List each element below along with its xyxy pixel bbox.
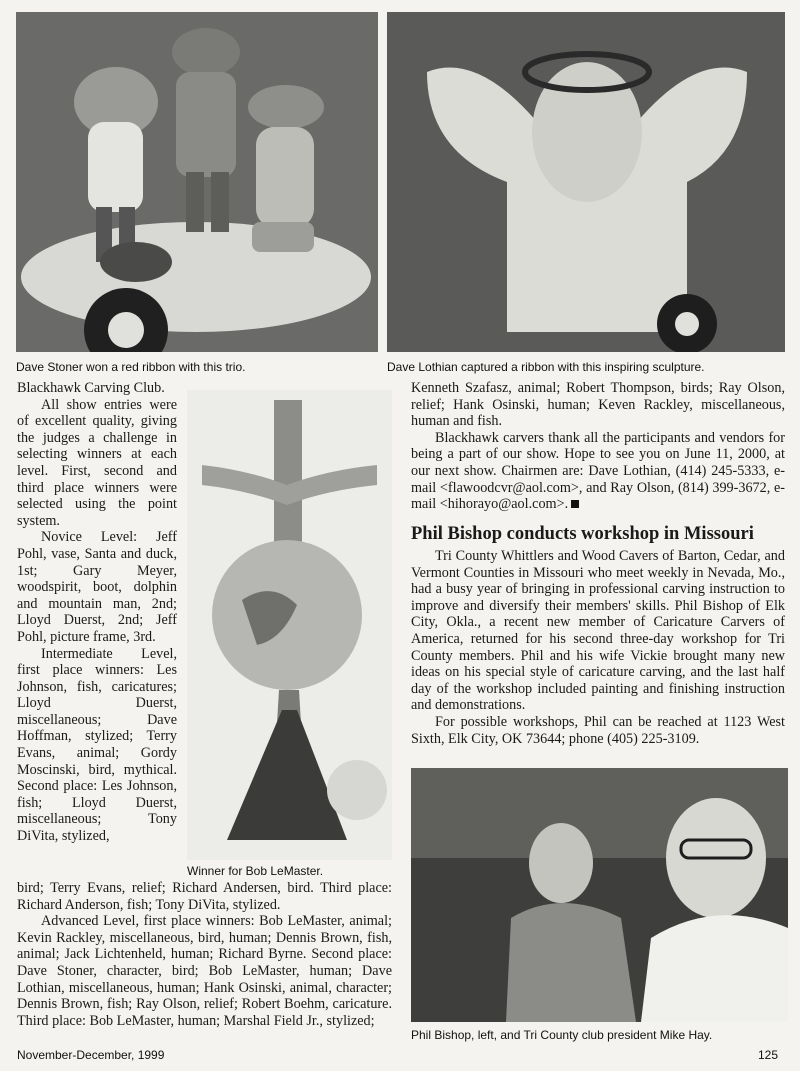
paragraph: Intermediate Level, first place winners: Les Johnson, fish, caricatures; Lloyd Duerst, miscellaneous; Dave Hoffman, stylized; Terry Evans, animal; Gordy Moscinski, bird, mythical. Second place: Les Johnson, fish; Lloyd Duerst, miscellaneous; Tony DiVita, stylized, xyxy=(17,645,177,845)
paragraph: For possible workshops, Phil can be reached at 1123 West Sixth, Elk City, OK 73644; phone (405) 225-3109. xyxy=(411,713,785,747)
photo-carved-trio xyxy=(16,12,378,352)
footer-page-number: 125 xyxy=(758,1048,779,1062)
paragraph: All show entries were of excellent quality, giving the judges a challenge in selecting winners at each level. First, second and third place winners were selected using the point system. xyxy=(17,396,177,529)
paragraph: Blackhawk Carving Club. xyxy=(17,380,165,396)
paragraph: Kenneth Szafasz, animal; Robert Thompson, birds; Ray Olson, relief; Hank Osinski, human; Keven Rackley, miscellaneous, human and fish. xyxy=(411,380,785,430)
article-column-right xyxy=(411,380,785,513)
paragraph-text: Blackhawk carvers thank all the participants and vendors for being a part of our show. Hope to see you on June 11, 2000, at our next show. Chairmen are: Dave Lothian, (414) 245-5333, e-mail <flawoodcvr@aol.com>, and Ray Olson, (814) 399-3672, e-mail <hihorayo@aol.com>. xyxy=(411,429,785,513)
photo-winner-caption: Winner for Bob LeMaster. xyxy=(187,864,324,878)
article-column-bottom xyxy=(17,880,392,1029)
photo-sculpture xyxy=(387,12,785,352)
article2-body xyxy=(411,548,785,747)
paragraph xyxy=(411,430,785,513)
photo-phil-bishop-caption: Phil Bishop, left, and Tri County club president Mike Hay. xyxy=(411,1028,713,1042)
footer-issue-date: November-December, 1999 xyxy=(17,1048,165,1062)
article-headline: Phil Bishop conducts workshop in Missouri xyxy=(411,524,754,544)
article-column-left xyxy=(17,380,177,845)
paragraph: Advanced Level, first place winners: Bob LeMaster, animal; Kevin Rackley, miscellaneous, bird, human; Dennis Brown, fish, animal; Jack Lichtenheld, human; Richard Byrne. Second place: Dave Stoner, character, bird; Bob LeMaster, human; Dave Lothian, miscellaneous, human; Hank Osinski, animal, character; Dennis Brown, fish; Ray Olson, relief; Robert Boehm, caricature. Third place: Bob LeMaster, human; Marshal Field Jr., stylized; xyxy=(17,913,392,1029)
paragraph: Novice Level: Jeff Pohl, vase, Santa and duck, 1st; Gary Meyer, woodspirit, boot, dolphin and mountain man, 2nd; Lloyd Duerst, 2nd; Jeff Pohl, picture frame, 3rd. xyxy=(17,529,177,645)
paragraph: Tri County Whittlers and Wood Cavers of Barton, Cedar, and Vermont Counties in Missouri who meet weekly in Nevada, Mo., had a busy year of bringing in professional carving instruction to improve and diversify their members' skills. Phil Bishop of Elk City, Okla., a recent new member of Caricature Carvers of America, returned for his second three-day workshop for Tri County members. Phil and his wife Vickie brought many new ideas on his special style of caricature carving, and the last half day of the workshop included painting and finishing instruction and demonstrations. xyxy=(411,548,785,714)
photo-winner-cross-globe xyxy=(187,390,392,860)
end-of-article-square-icon xyxy=(571,500,579,508)
paragraph: bird; Terry Evans, relief; Richard Andersen, bird. Third place: Richard Anderson, fish; Tony DiVita, stylized. xyxy=(17,880,392,913)
photo-phil-bishop xyxy=(411,768,788,1022)
photo-carved-trio-caption: Dave Stoner won a red ribbon with this trio. xyxy=(16,360,246,374)
photo-sculpture-caption: Dave Lothian captured a ribbon with this inspiring sculpture. xyxy=(387,360,705,374)
